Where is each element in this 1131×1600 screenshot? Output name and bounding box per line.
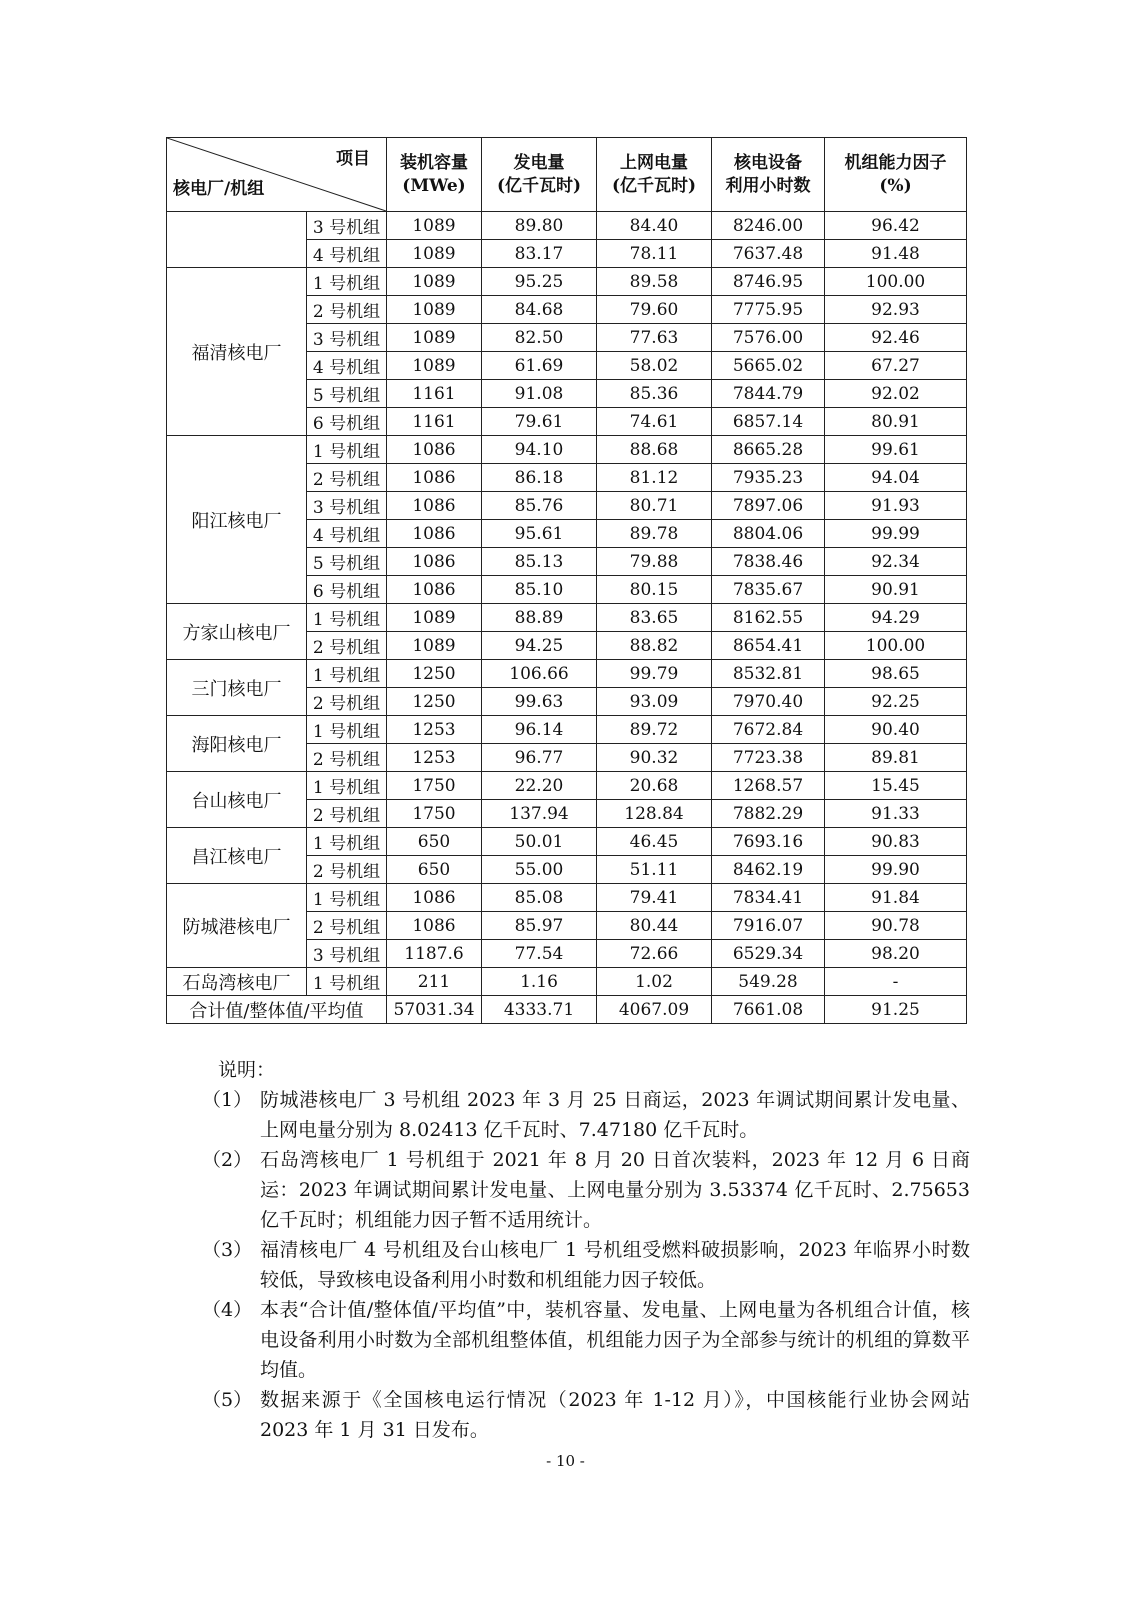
note-item: （4） 本表“合计值/整体值/平均值”中，装机容量、发电量、上网电量为各机组合计值，核电设备利用小时数为全部机组整体值，机组能力因子为全部参与统计的机组的算数平均值。: [202, 1299, 970, 1381]
value-cell: 8804.06: [712, 520, 825, 548]
value-cell: 83.65: [597, 604, 712, 632]
value-cell: 1750: [387, 772, 482, 800]
unit-cell: 1 号机组: [307, 968, 387, 996]
value-cell: 1089: [387, 212, 482, 240]
value-cell: 85.13: [482, 548, 597, 576]
value-cell: 95.25: [482, 268, 597, 296]
table-row: [167, 968, 967, 996]
unit-cell: 3 号机组: [307, 940, 387, 968]
value-cell: 7838.46: [712, 548, 825, 576]
value-cell: 7693.16: [712, 828, 825, 856]
value-cell: 8162.55: [712, 604, 825, 632]
value-cell: 92.93: [825, 296, 967, 324]
value-cell: 8665.28: [712, 436, 825, 464]
value-cell: 1089: [387, 324, 482, 352]
notes-section: [190, 1055, 970, 1445]
value-cell: 51.11: [597, 856, 712, 884]
unit-cell: 1 号机组: [307, 716, 387, 744]
value-cell: 1187.6: [387, 940, 482, 968]
value-cell: 91.93: [825, 492, 967, 520]
unit-cell: 1 号机组: [307, 268, 387, 296]
table-row: [167, 884, 967, 912]
value-cell: 79.41: [597, 884, 712, 912]
table-row: [167, 604, 967, 632]
unit-cell: 1 号机组: [307, 828, 387, 856]
value-cell: 1089: [387, 604, 482, 632]
corner-top-label: 项目: [336, 149, 370, 169]
value-cell: 1250: [387, 688, 482, 716]
value-cell: 74.61: [597, 408, 712, 436]
value-cell: 98.20: [825, 940, 967, 968]
col-header-capability-factor: 机组能力因子 (%): [825, 138, 967, 212]
unit-cell: 4 号机组: [307, 352, 387, 380]
total-value-cell: 4067.09: [597, 996, 712, 1024]
value-cell: 90.40: [825, 716, 967, 744]
unit-cell: 1 号机组: [307, 604, 387, 632]
value-cell: 90.32: [597, 744, 712, 772]
plant-name-cell: 台山核电厂: [167, 772, 307, 828]
plant-name-cell: [167, 212, 307, 268]
value-cell: 100.00: [825, 268, 967, 296]
value-cell: 55.00: [482, 856, 597, 884]
value-cell: 94.04: [825, 464, 967, 492]
value-cell: 86.18: [482, 464, 597, 492]
unit-cell: 1 号机组: [307, 660, 387, 688]
plant-name-cell: 方家山核电厂: [167, 604, 307, 660]
note-item: （5） 数据来源于《全国核电运行情况（2023 年 1-12 月）》，中国核能行业协会网站 2023 年 1 月 31 日发布。: [202, 1389, 970, 1441]
value-cell: 94.25: [482, 632, 597, 660]
value-cell: 7775.95: [712, 296, 825, 324]
value-cell: 8654.41: [712, 632, 825, 660]
value-cell: 7970.40: [712, 688, 825, 716]
unit-cell: 1 号机组: [307, 436, 387, 464]
total-value-cell: 57031.34: [387, 996, 482, 1024]
value-cell: 7576.00: [712, 324, 825, 352]
value-cell: 72.66: [597, 940, 712, 968]
value-cell: 80.15: [597, 576, 712, 604]
value-cell: 1.02: [597, 968, 712, 996]
unit-cell: 6 号机组: [307, 576, 387, 604]
unit-cell: 3 号机组: [307, 212, 387, 240]
unit-cell: 2 号机组: [307, 800, 387, 828]
plant-name-cell: 昌江核电厂: [167, 828, 307, 884]
notes-title: 说明：: [218, 1059, 276, 1081]
plant-name-cell: 福清核电厂: [167, 268, 307, 436]
value-cell: 80.91: [825, 408, 967, 436]
plant-name-cell: 石岛湾核电厂: [167, 968, 307, 996]
value-cell: 80.44: [597, 912, 712, 940]
value-cell: 90.83: [825, 828, 967, 856]
total-label-cell: 合计值/整体值/平均值: [167, 996, 387, 1024]
value-cell: 94.29: [825, 604, 967, 632]
table-row: [167, 660, 967, 688]
corner-bottom-label: 核电厂/机组: [173, 179, 265, 200]
unit-cell: 5 号机组: [307, 380, 387, 408]
note-item: （2） 石岛湾核电厂 1 号机组于 2021 年 8 月 20 日首次装料，2023 年 12 月 6 日商运：2023 年调试期间累计发电量、上网电量分别为 3.53374 亿千瓦时、2.75653 亿千瓦时；机组能力因子暂不适用统计。: [202, 1149, 970, 1231]
unit-cell: 4 号机组: [307, 240, 387, 268]
plant-name-cell: 阳江核电厂: [167, 436, 307, 604]
value-cell: 8532.81: [712, 660, 825, 688]
col-header-utilization-hours: 核电设备 利用小时数: [712, 138, 825, 212]
value-cell: 88.68: [597, 436, 712, 464]
value-cell: 7844.79: [712, 380, 825, 408]
value-cell: 92.46: [825, 324, 967, 352]
value-cell: 100.00: [825, 632, 967, 660]
value-cell: 98.65: [825, 660, 967, 688]
value-cell: 5665.02: [712, 352, 825, 380]
value-cell: 7835.67: [712, 576, 825, 604]
value-cell: 84.40: [597, 212, 712, 240]
table-row: [167, 268, 967, 296]
value-cell: 85.36: [597, 380, 712, 408]
value-cell: 1089: [387, 352, 482, 380]
value-cell: 99.90: [825, 856, 967, 884]
value-cell: 79.88: [597, 548, 712, 576]
value-cell: 46.45: [597, 828, 712, 856]
value-cell: 99.79: [597, 660, 712, 688]
value-cell: 77.63: [597, 324, 712, 352]
value-cell: 50.01: [482, 828, 597, 856]
value-cell: 106.66: [482, 660, 597, 688]
value-cell: 99.99: [825, 520, 967, 548]
total-value-cell: 7661.08: [712, 996, 825, 1024]
value-cell: 85.97: [482, 912, 597, 940]
value-cell: 1268.57: [712, 772, 825, 800]
value-cell: 137.94: [482, 800, 597, 828]
value-cell: 67.27: [825, 352, 967, 380]
col-header-grid-output: 上网电量 (亿千瓦时): [597, 138, 712, 212]
nuclear-operation-table: [166, 137, 967, 1024]
value-cell: -: [825, 968, 967, 996]
unit-cell: 2 号机组: [307, 296, 387, 324]
plant-name-cell: 防城港核电厂: [167, 884, 307, 968]
value-cell: 549.28: [712, 968, 825, 996]
diagonal-header-cell: [167, 138, 387, 212]
note-item: （3） 福清核电厂 4 号机组及台山核电厂 1 号机组受燃料破损影响，2023 年临界小时数较低，导致核电设备利用小时数和机组能力因子较低。: [202, 1239, 970, 1291]
value-cell: 1086: [387, 464, 482, 492]
value-cell: 650: [387, 856, 482, 884]
value-cell: 1250: [387, 660, 482, 688]
table-row: [167, 772, 967, 800]
value-cell: 1086: [387, 912, 482, 940]
value-cell: 8746.95: [712, 268, 825, 296]
unit-cell: 2 号机组: [307, 744, 387, 772]
value-cell: 6529.34: [712, 940, 825, 968]
value-cell: 92.25: [825, 688, 967, 716]
value-cell: 85.08: [482, 884, 597, 912]
value-cell: 89.81: [825, 744, 967, 772]
value-cell: 79.61: [482, 408, 597, 436]
value-cell: 84.68: [482, 296, 597, 324]
unit-cell: 6 号机组: [307, 408, 387, 436]
col-header-capacity: 装机容量 (MWe): [387, 138, 482, 212]
value-cell: 1750: [387, 800, 482, 828]
value-cell: 7935.23: [712, 464, 825, 492]
value-cell: 7723.38: [712, 744, 825, 772]
total-row: [167, 996, 967, 1024]
page-number: - 10 -: [546, 1452, 585, 1470]
value-cell: 83.17: [482, 240, 597, 268]
value-cell: 99.63: [482, 688, 597, 716]
value-cell: 89.78: [597, 520, 712, 548]
value-cell: 90.91: [825, 576, 967, 604]
unit-cell: 1 号机组: [307, 884, 387, 912]
value-cell: 78.11: [597, 240, 712, 268]
value-cell: 80.71: [597, 492, 712, 520]
note-item: （1） 防城港核电厂 3 号机组 2023 年 3 月 25 日商运，2023 年调试期间累计发电量、上网电量分别为 8.02413 亿千瓦时、7.47180 亿千瓦时。: [202, 1089, 970, 1141]
value-cell: 7834.41: [712, 884, 825, 912]
unit-cell: 2 号机组: [307, 464, 387, 492]
unit-cell: 5 号机组: [307, 548, 387, 576]
value-cell: 1086: [387, 884, 482, 912]
value-cell: 1253: [387, 716, 482, 744]
table-row: [167, 436, 967, 464]
value-cell: 89.72: [597, 716, 712, 744]
value-cell: 88.82: [597, 632, 712, 660]
unit-cell: 1 号机组: [307, 772, 387, 800]
value-cell: 1086: [387, 548, 482, 576]
value-cell: 1089: [387, 632, 482, 660]
value-cell: 96.14: [482, 716, 597, 744]
value-cell: 7916.07: [712, 912, 825, 940]
value-cell: 7882.29: [712, 800, 825, 828]
value-cell: 85.76: [482, 492, 597, 520]
value-cell: 1089: [387, 296, 482, 324]
value-cell: 7897.06: [712, 492, 825, 520]
unit-cell: 2 号机组: [307, 912, 387, 940]
value-cell: 95.61: [482, 520, 597, 548]
value-cell: 650: [387, 828, 482, 856]
value-cell: 82.50: [482, 324, 597, 352]
col-header-generation: 发电量 (亿千瓦时): [482, 138, 597, 212]
value-cell: 77.54: [482, 940, 597, 968]
plant-name-cell: 海阳核电厂: [167, 716, 307, 772]
unit-cell: 2 号机组: [307, 856, 387, 884]
value-cell: 94.10: [482, 436, 597, 464]
value-cell: 22.20: [482, 772, 597, 800]
total-value-cell: 91.25: [825, 996, 967, 1024]
value-cell: 1086: [387, 520, 482, 548]
value-cell: 58.02: [597, 352, 712, 380]
table-body: [167, 212, 967, 1024]
total-value-cell: 4333.71: [482, 996, 597, 1024]
value-cell: 91.84: [825, 884, 967, 912]
value-cell: 211: [387, 968, 482, 996]
value-cell: 1.16: [482, 968, 597, 996]
value-cell: 96.42: [825, 212, 967, 240]
value-cell: 128.84: [597, 800, 712, 828]
value-cell: 1253: [387, 744, 482, 772]
value-cell: 92.34: [825, 548, 967, 576]
value-cell: 1161: [387, 380, 482, 408]
value-cell: 79.60: [597, 296, 712, 324]
unit-cell: 2 号机组: [307, 688, 387, 716]
value-cell: 92.02: [825, 380, 967, 408]
value-cell: 15.45: [825, 772, 967, 800]
value-cell: 91.08: [482, 380, 597, 408]
value-cell: 99.61: [825, 436, 967, 464]
value-cell: 8462.19: [712, 856, 825, 884]
table-row: [167, 716, 967, 744]
value-cell: 85.10: [482, 576, 597, 604]
value-cell: 1089: [387, 268, 482, 296]
value-cell: 93.09: [597, 688, 712, 716]
value-cell: 1161: [387, 408, 482, 436]
value-cell: 1086: [387, 436, 482, 464]
unit-cell: 4 号机组: [307, 520, 387, 548]
unit-cell: 3 号机组: [307, 492, 387, 520]
plant-name-cell: 三门核电厂: [167, 660, 307, 716]
value-cell: 89.80: [482, 212, 597, 240]
table-row: [167, 212, 967, 240]
value-cell: 91.33: [825, 800, 967, 828]
value-cell: 20.68: [597, 772, 712, 800]
table-row: [167, 828, 967, 856]
table-header-row: [167, 138, 967, 212]
value-cell: 1086: [387, 492, 482, 520]
unit-cell: 2 号机组: [307, 632, 387, 660]
value-cell: 90.78: [825, 912, 967, 940]
value-cell: 88.89: [482, 604, 597, 632]
value-cell: 1089: [387, 240, 482, 268]
value-cell: 7672.84: [712, 716, 825, 744]
value-cell: 6857.14: [712, 408, 825, 436]
value-cell: 81.12: [597, 464, 712, 492]
value-cell: 1086: [387, 576, 482, 604]
value-cell: 7637.48: [712, 240, 825, 268]
value-cell: 61.69: [482, 352, 597, 380]
unit-cell: 3 号机组: [307, 324, 387, 352]
value-cell: 96.77: [482, 744, 597, 772]
value-cell: 89.58: [597, 268, 712, 296]
value-cell: 91.48: [825, 240, 967, 268]
value-cell: 8246.00: [712, 212, 825, 240]
